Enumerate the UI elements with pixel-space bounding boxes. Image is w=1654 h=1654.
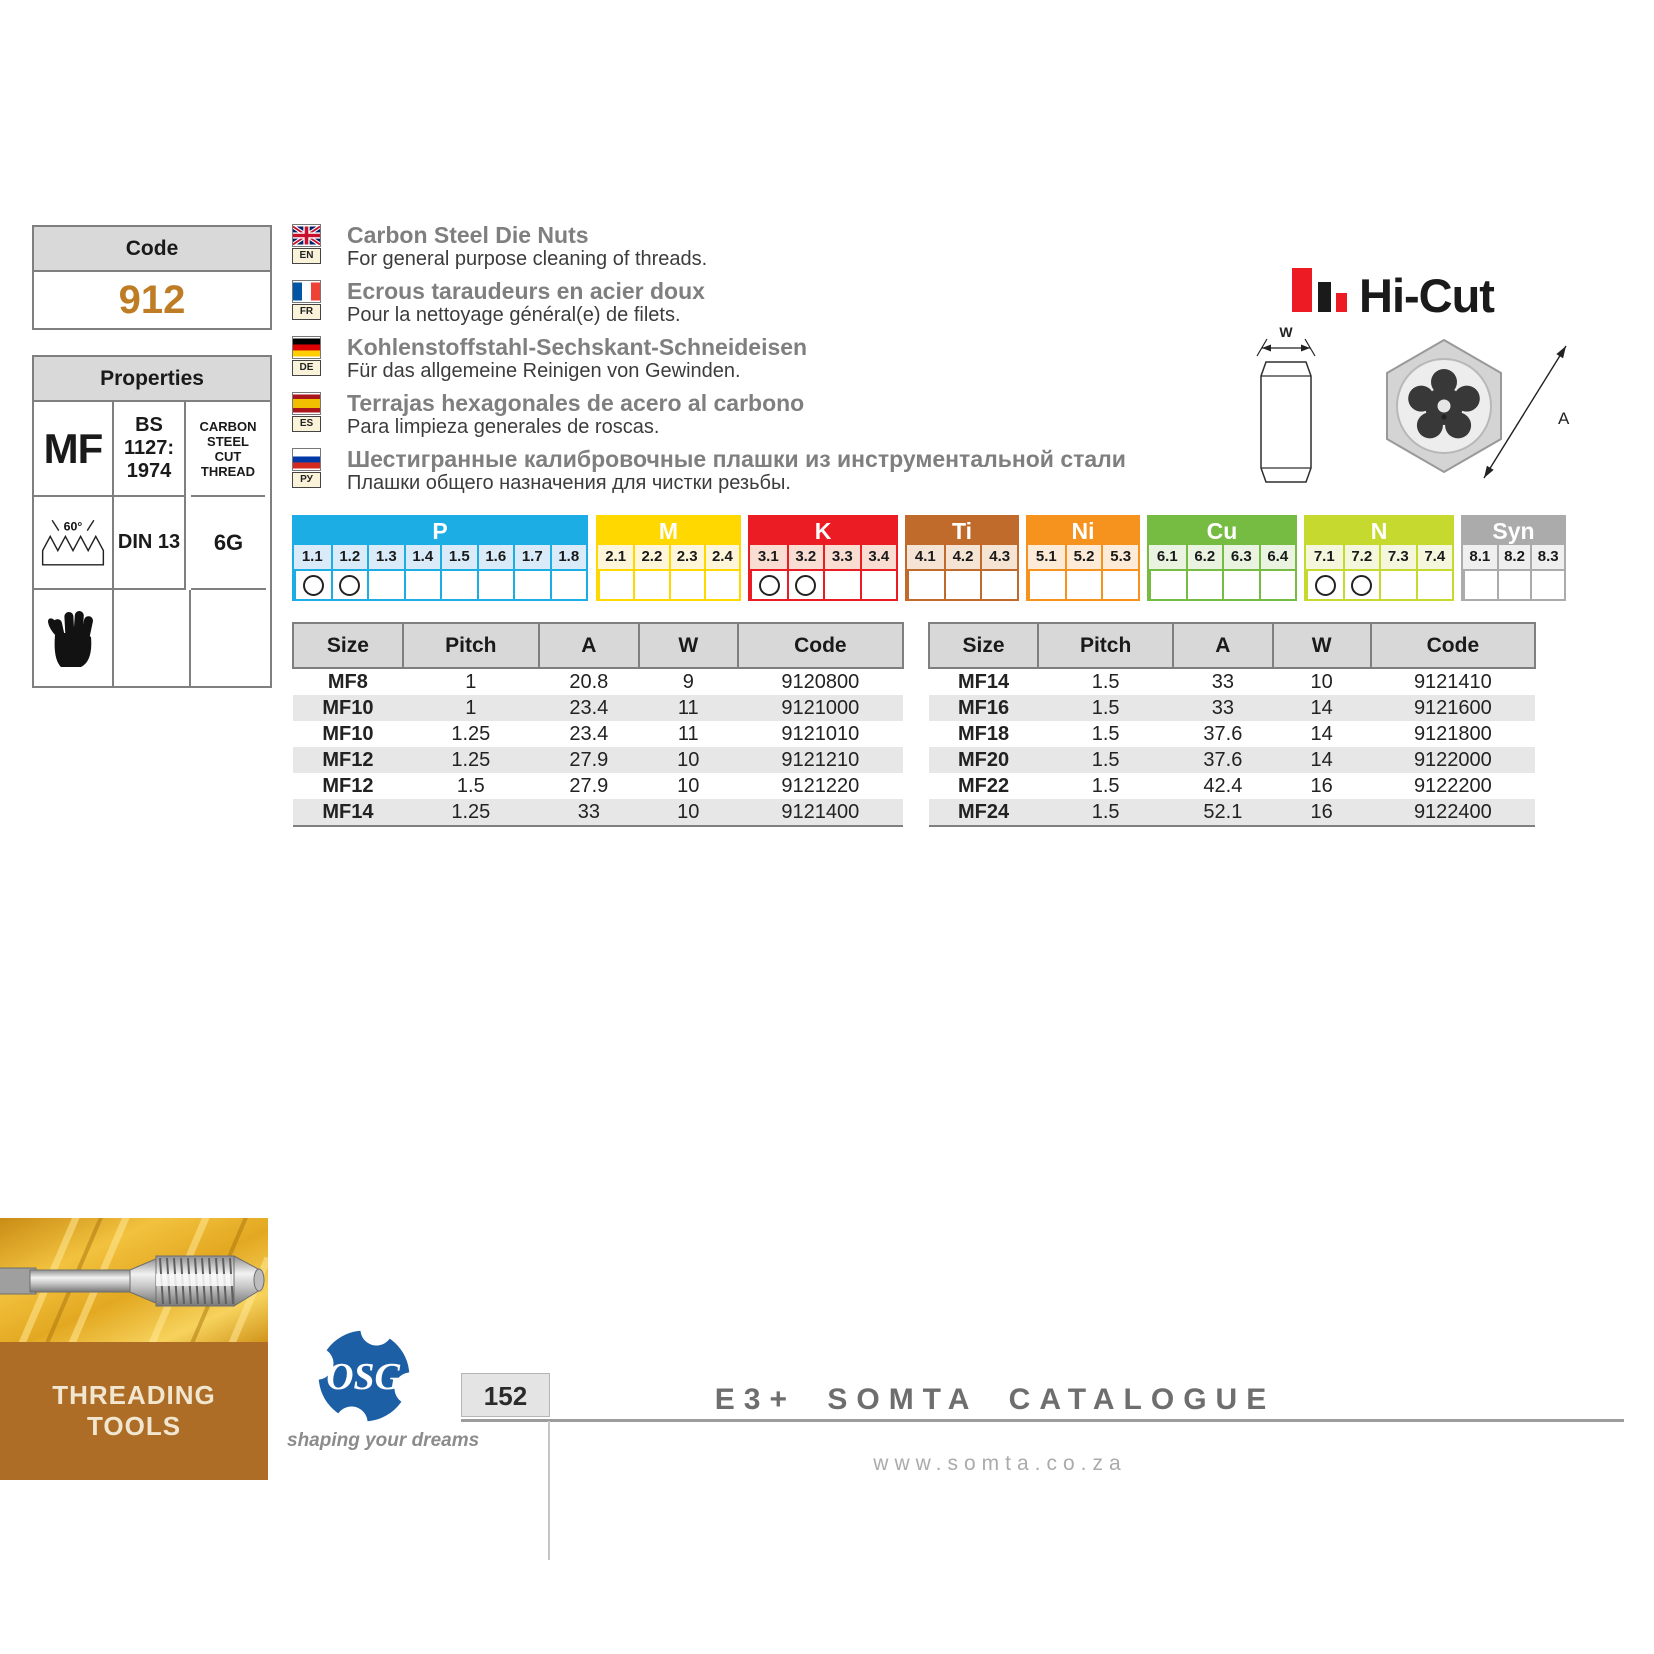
material-mark-cell: [1306, 571, 1343, 599]
catalogue-title: E3+ SOMTA CATALOGUE: [714, 1383, 1276, 1416]
footer-vertical-divider: [548, 1421, 550, 1560]
material-group-label: N: [1306, 517, 1452, 545]
material-cell: 6.3: [1222, 545, 1259, 571]
product-title-ru: Шестигранные калибровочные плашки из инструментальной стали: [347, 446, 1126, 472]
material-cell: 2.2: [633, 545, 668, 571]
material-cell: 3.3: [823, 545, 860, 571]
thread-profile-icon: [34, 497, 114, 590]
material-cell: 7.4: [1416, 545, 1453, 571]
table-row: MF12 1.25 27.9 10 9121210: [293, 747, 903, 773]
material-group-ni: [1026, 515, 1140, 601]
properties-title: Properties: [34, 357, 270, 402]
material-label: CARBON STEEL CUT THREAD: [191, 402, 265, 497]
material-cell: 1.3: [367, 545, 404, 571]
material-cell: 5.3: [1101, 545, 1138, 571]
lang-entry-es: [292, 390, 1292, 442]
material-cell: 3.2: [787, 545, 824, 571]
material-cell: 2.4: [704, 545, 739, 571]
lang-code: ES: [292, 416, 321, 432]
table-row: MF10 1 23.4 11 9121000: [293, 695, 903, 721]
material-group-label: K: [750, 517, 896, 545]
osg-slogan: shaping your dreams: [287, 1430, 480, 1451]
code-value: 912: [118, 278, 186, 322]
properties-empty-cell: [114, 590, 191, 686]
hicut-bar-icon: [1318, 282, 1331, 312]
properties-empty-cell: [191, 590, 266, 686]
material-mark-cell: [294, 571, 331, 599]
lang-code: РУ: [292, 472, 321, 488]
category-label: THREADING TOOLS: [52, 1380, 216, 1441]
die-nut-side-view-diagram: [1250, 326, 1322, 491]
col-w: W: [1273, 623, 1371, 668]
code-box-title: Code: [34, 227, 270, 272]
product-title-de: Kohlenstoffstahl-Sechskant-Schneideisen: [347, 334, 808, 360]
material-cell: 1.2: [331, 545, 368, 571]
material-group-ti: [905, 515, 1019, 601]
material-cell: 6.1: [1149, 545, 1186, 571]
tolerance-class: 6G: [191, 497, 266, 590]
table-row: MF8 1 20.8 9 9120800: [327, 670, 860, 693]
material-group-n: [1304, 515, 1454, 601]
code-box: [32, 225, 272, 330]
product-subtitle-de: Für das allgemeine Reinigen von Gewinden.: [347, 360, 741, 382]
page-number: 152: [461, 1373, 550, 1417]
col-pitch: Pitch: [1038, 623, 1173, 668]
properties-box: [32, 355, 272, 688]
lang-code: DE: [292, 360, 321, 376]
material-mark-cell: [1343, 571, 1380, 599]
product-subtitle-en: For general purpose cleaning of threads.: [347, 248, 708, 270]
dimension-a-label: A: [1558, 409, 1570, 428]
col-w: W: [639, 623, 738, 668]
flag-fr-icon: [292, 280, 321, 303]
suitability-circle-icon: [795, 575, 816, 596]
col-a: A: [539, 623, 639, 668]
material-mark-cell: [750, 571, 787, 599]
table-header-row: [929, 623, 1535, 668]
material-cell: 2.3: [669, 545, 704, 571]
material-cell: 8.1: [1463, 545, 1497, 571]
material-group-syn: [1461, 515, 1566, 601]
col-size: Size: [293, 623, 403, 668]
suitability-circle-icon: [303, 575, 324, 596]
thread-angle-label: 60°: [63, 519, 83, 534]
material-group-m: [596, 515, 741, 601]
col-code: Code: [738, 623, 903, 668]
material-cell: 6.2: [1186, 545, 1223, 571]
table-row: MF12 1.5 27.9 10 9121220: [322, 774, 860, 797]
material-cell: 5.2: [1065, 545, 1102, 571]
flag-en-icon: [292, 224, 321, 247]
material-cell: 8.3: [1530, 545, 1564, 571]
col-size: Size: [929, 623, 1038, 668]
material-cell: 1.4: [404, 545, 441, 571]
material-cell: 3.4: [860, 545, 897, 571]
size-table-right: [928, 622, 1536, 827]
flag-ru-icon: [292, 448, 321, 471]
table-row: MF24 1.5 52.1 16 9122400: [929, 799, 1535, 826]
threading-tool-photo: [0, 1218, 268, 1342]
material-group-label: Syn: [1463, 517, 1564, 545]
suitability-circle-icon: [1315, 575, 1336, 596]
osg-monogram: OSG: [326, 1356, 402, 1399]
table-row: MF22 1.5 42.4 16 9122200: [957, 774, 1492, 797]
material-mark-cell: [787, 571, 824, 599]
hicut-bar-icon: [1292, 268, 1312, 312]
website-url: www.somta.co.za: [873, 1452, 1127, 1475]
din-spec: DIN 13: [114, 497, 186, 590]
table-row: MF18 1.5 37.6 14 9121800: [957, 722, 1492, 745]
flag-es-icon: [292, 392, 321, 415]
hicut-logo: [1292, 268, 1494, 322]
table-row: MF10 1.25 23.4 11 9121010: [322, 722, 860, 745]
material-cell: 1.1: [294, 545, 331, 571]
material-group-label: Ni: [1028, 517, 1138, 545]
material-cell: 8.2: [1497, 545, 1531, 571]
category-band: [0, 1342, 268, 1480]
material-cell: 6.4: [1259, 545, 1296, 571]
lang-entry-fr: [292, 278, 1292, 330]
suitability-circle-icon: [339, 575, 360, 596]
product-title-fr: Ecrous taraudeurs en acier doux: [347, 278, 705, 304]
material-group-label: M: [598, 517, 739, 545]
col-code: Code: [1371, 623, 1535, 668]
lang-entry-ru: [292, 446, 1292, 498]
material-cell: 1.5: [440, 545, 477, 571]
footer-divider: [461, 1419, 1624, 1422]
table-row: MF14 1.5 33 10 9121410: [957, 670, 1492, 693]
material-cell: 1.6: [477, 545, 514, 571]
properties-grid: [34, 402, 270, 686]
material-group-label: Cu: [1149, 517, 1295, 545]
thread-standard: MF: [34, 402, 114, 497]
flag-de-icon: [292, 336, 321, 359]
suitability-circle-icon: [1351, 575, 1372, 596]
product-title-es: Terrajas hexagonales de acero al carbono: [347, 390, 805, 416]
table-row: MF14 1.25 33 10 9121400: [293, 799, 903, 826]
hicut-bar-icon: [1336, 293, 1347, 312]
lang-entry-de: [292, 334, 1292, 386]
material-mark-cell: [331, 571, 368, 599]
material-group-k: [748, 515, 898, 601]
material-cell: 3.1: [750, 545, 787, 571]
lang-code: FR: [292, 304, 321, 320]
material-cell: 4.3: [980, 545, 1017, 571]
material-cell: 1.7: [513, 545, 550, 571]
lang-entry-en: [292, 222, 1292, 274]
material-cell: 1.8: [550, 545, 587, 571]
material-group-label: Ti: [907, 517, 1017, 545]
size-table-left: [292, 622, 904, 827]
lang-code: EN: [292, 248, 321, 264]
material-cell: 4.1: [907, 545, 944, 571]
table-row: MF16 1.5 33 14 9121600: [929, 695, 1535, 721]
product-title-en: Carbon Steel Die Nuts: [347, 222, 589, 248]
bs-spec: BS 1127: 1974: [114, 402, 186, 497]
material-group-p: [292, 515, 588, 601]
material-cell: 5.1: [1028, 545, 1065, 571]
glove-icon: [34, 590, 114, 686]
col-pitch: Pitch: [403, 623, 539, 668]
material-strip: [292, 515, 1566, 601]
material-cell: 7.2: [1343, 545, 1380, 571]
osg-logo: [312, 1324, 416, 1433]
product-subtitle-ru: Плашки общего назначения для чистки резьбы.: [347, 472, 791, 494]
dimension-w-label: W: [1279, 326, 1293, 340]
suitability-circle-icon: [759, 575, 780, 596]
table-row: MF20 1.5 37.6 14 9122000: [929, 747, 1535, 773]
material-cell: 7.3: [1379, 545, 1416, 571]
material-cell: 2.1: [598, 545, 633, 571]
product-subtitle-fr: Pour la nettoyage général(e) de filets.: [347, 304, 681, 326]
material-cell: 7.1: [1306, 545, 1343, 571]
hicut-brand-text: Hi-Cut: [1359, 269, 1494, 322]
material-cell: 4.2: [944, 545, 981, 571]
product-subtitle-es: Para limpieza generales de roscas.: [347, 416, 660, 438]
col-a: A: [1173, 623, 1272, 668]
die-nut-front-view-diagram: [1366, 322, 1580, 493]
material-group-label: P: [294, 517, 586, 545]
table-header-row: [293, 623, 903, 668]
material-group-cu: [1147, 515, 1297, 601]
